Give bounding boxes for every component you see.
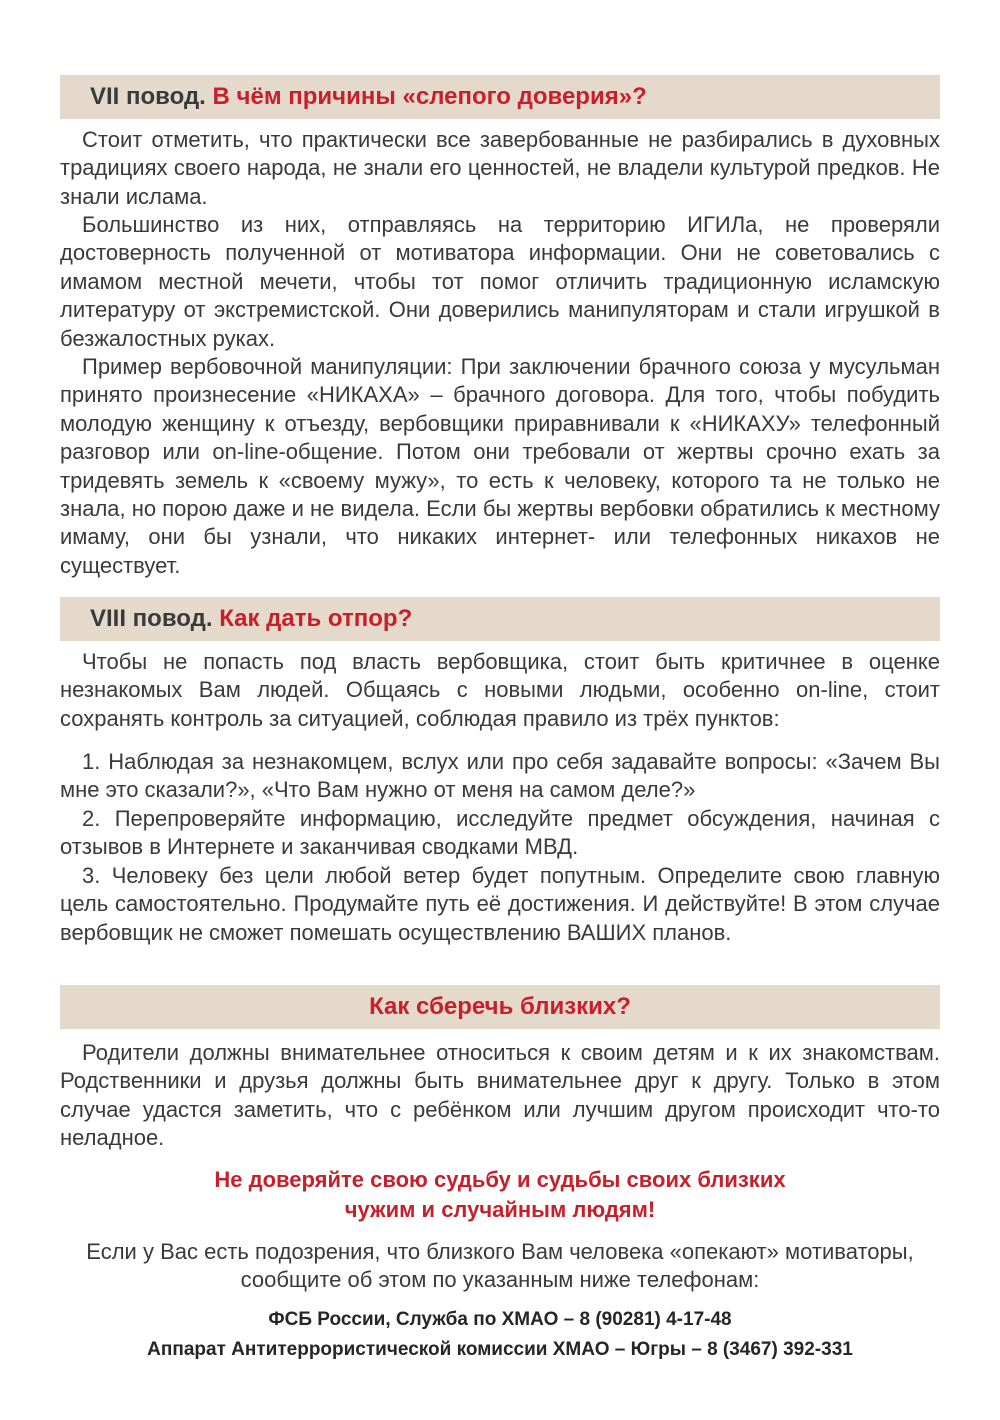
- contact-fsb: ФСБ России, Служба по ХМАО – 8 (90281) 4-17-48: [268, 1309, 732, 1330]
- list-item: 1. Наблюдая за незнакомцем, вслух или про себя задавайте вопросы: «Зачем Вы мне это сказали?», «Что Вам нужно от меня на самом деле?»: [60, 749, 940, 803]
- section-title-relatives: Как сберечь близких?: [369, 993, 631, 1020]
- paragraph: Чтобы не попасть под власть вербовщика, стоит быть критичнее в оценке незнакомых Вам людей. Общаясь с новыми людьми, особенно on-line, стоит сохранять контроль за ситуацией, соблюдая правило из трёх пунктов:: [60, 649, 940, 731]
- paragraph: Пример вербовочной манипуляции: При заключении брачного союза у мусульман принято произнесение «НИКАХА» – брачного договора. Для того, чтобы побудить молодую женщину к отъезду, вербовщики приравнивали к «НИКАХУ» телефонный разговор или on-line-общение. Потом они требовали от жертвы срочно ехать за тридевять земель к «своему мужу», то есть к человеку, которого та не только не знала, но порою даже и не видела. Если бы жертвы вербовки обратились к местному имаму, они бы узнали, что никаких интернет- или телефонных никахов не существует.: [60, 354, 941, 578]
- paragraph: Стоит отметить, что практически все завербованные не разбирались в духовных традициях своего народа, не знали его ценностей, не владели культурой предков. Не знали ислама.: [60, 127, 940, 209]
- list-item: 3. Человеку без цели любой ветер будет попутным. Определите свою главную цель самостоятельно. Продумайте путь её достижения. И действуйте! В этом случае вербовщик не сможет помешать осуществлению ВАШИХ планов.: [60, 863, 940, 945]
- section-title-viii: Как дать отпор?: [219, 605, 413, 632]
- report-note: Если у Вас есть подозрения, что близкого Вам человека «опекают» мотиваторы, сообщите об этом по указанным ниже телефонам:: [86, 1239, 914, 1292]
- contact-atk: Аппарат Антитеррористической комиссии ХМАО – Югры – 8 (3467) 392-331: [147, 1339, 853, 1360]
- list-item: 2. Перепроверяйте информацию, исследуйте предмет обсуждения, начиная с отзывов в Интернете и заканчивая сводками МВД.: [60, 806, 940, 860]
- section-title-vii: В чём причины «слепого доверия»?: [212, 83, 647, 110]
- section-lead-vii: VII повод.: [90, 83, 206, 110]
- warning-line-2: чужим и случайным людям!: [344, 1197, 656, 1222]
- warning-line-1: Не доверяйте свою судьбу и судьбы своих близких: [214, 1167, 786, 1192]
- section-lead-viii: VIII повод.: [90, 605, 213, 632]
- warning-callout: [60, 1165, 940, 1225]
- section-heading-relatives: [60, 985, 940, 1029]
- section-heading-vii: [60, 75, 940, 119]
- contact-list: [60, 1305, 940, 1365]
- paragraph: Родители должны внимательнее относиться к своим детям и к их знакомствам. Родственники и друзья должны быть внимательнее друг к другу. Только в этом случае удастся заметить, что с ребёнком или лучшим другом происходит что-то неладное.: [60, 1040, 940, 1151]
- paragraph: Большинство из них, отправляясь на территорию ИГИЛа, не проверяли достоверность полученной от мотиватора информации. Они не советовались с имамом местной мечети, чтобы тот помог отличить традиционную исламскую литературу от экстремистской. Они доверились манипуляторам и стали игрушкой в безжалостных руках.: [60, 212, 940, 351]
- section-heading-viii: [60, 597, 940, 641]
